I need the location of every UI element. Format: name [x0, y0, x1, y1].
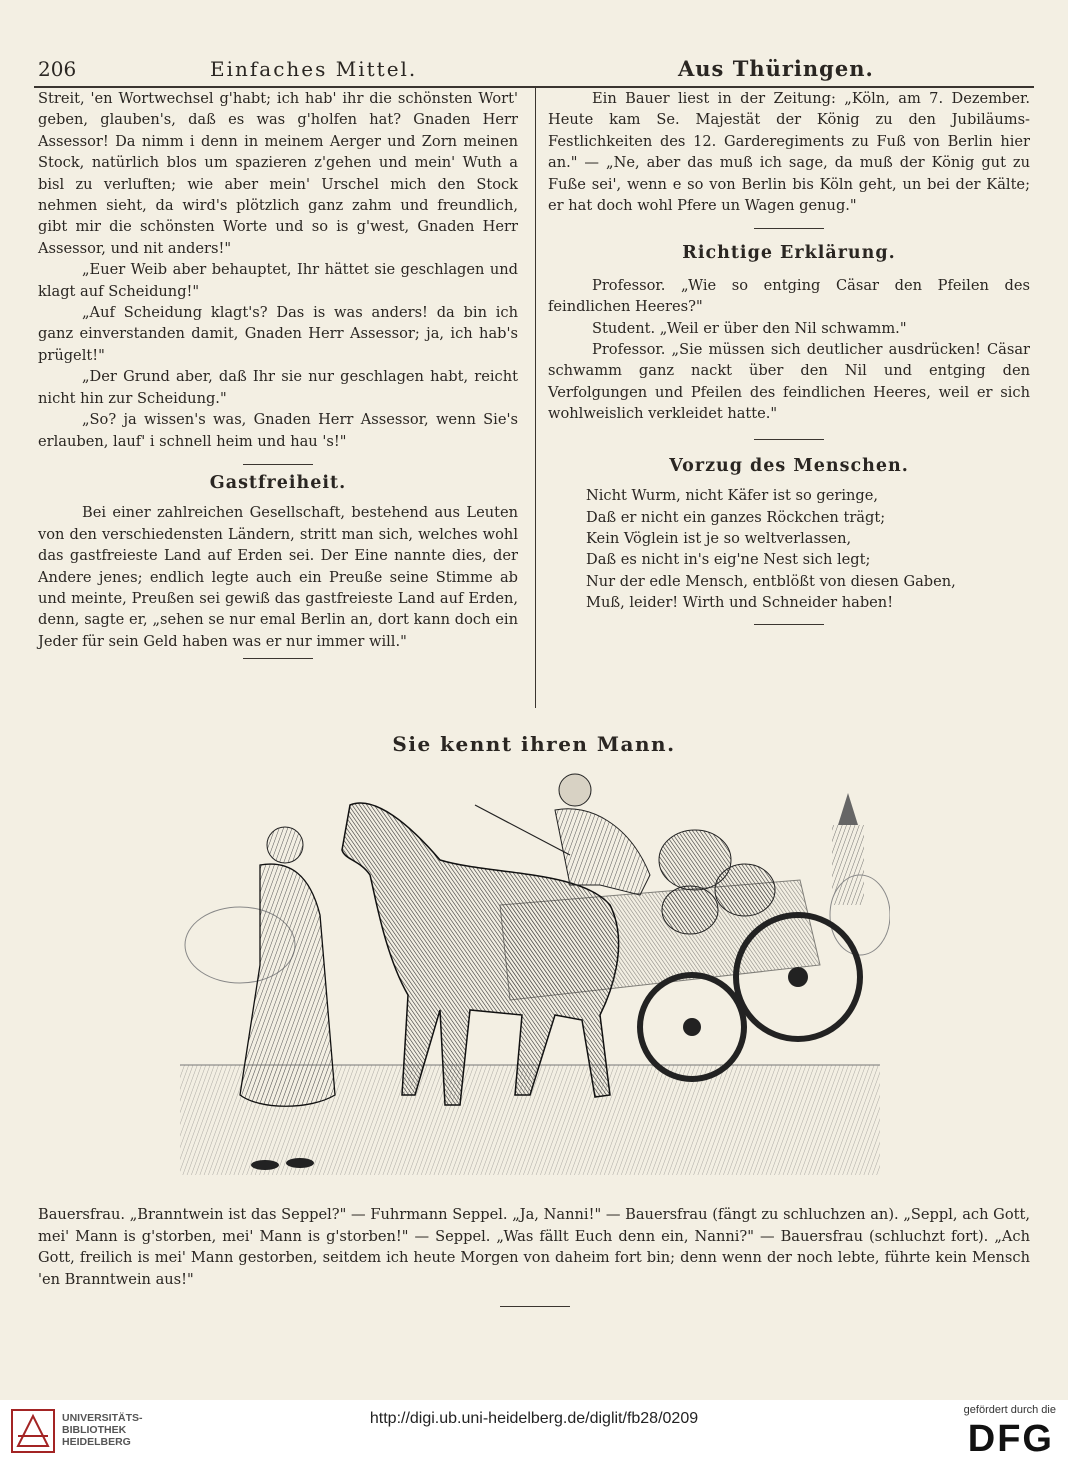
paragraph: Streit, 'en Wortwechsel g'habt; ich hab' ihr die schönsten Wort' geben, glauben's, daß es was g'holfen hat? Gnaden Herr Assessor! Da nimm i denn in meinem Aerger und Zorn meinen Stock, natürlich blos um spazieren z'gehen und mein' Wuth a bisl zu verluften; wie aber mein' Urschel mich den Stock nehmen sieht, da wird's plötzlich ganz zahm und freundlich, gibt mir die schönsten Worte und so is g'west, Gnaden Herr Assessor, und nit anders!" — [38, 90, 518, 257]
section-separator — [243, 464, 313, 465]
poem — [548, 485, 1030, 613]
figure-title: Sie kennt ihren Mann. — [392, 732, 676, 756]
funded-by-label: gefördert durch die — [963, 1404, 1056, 1416]
paragraph: „Auf Scheidung klagt's? Das is was anders! da bin ich ganz einverstanden damit, Gnaden Herr Assessor; ja, ich hab's prügelt!" — [38, 304, 518, 364]
poem-line: Daß es nicht in's eig'ne Nest sich legt; — [586, 551, 871, 569]
section-separator — [754, 624, 824, 625]
section-separator — [243, 658, 313, 659]
section-title-vorzug: Vorzug des Menschen. — [669, 455, 909, 476]
dialogue-line: Professor. „Sie müssen sich deutlicher ausdrücken! Cäsar schwamm ganz nackt über den Nil und entging den Verfolgungen und Pfeilen des feindlichen Heeres, weil er sich wohlweislich verkleidet hatte." — [548, 341, 1030, 423]
paragraph: „Der Grund aber, daß Ihr sie nur geschlagen habt, reicht nicht hin zur Scheidung." — [38, 368, 518, 407]
background-church — [832, 793, 864, 905]
dfg-logo: DFG — [967, 1418, 1054, 1460]
permalink-url[interactable]: http://digi.ub.uni-heidelberg.de/diglit/fb28/0209 — [369, 1410, 699, 1427]
poem-line: Muß, leider! Wirth und Schneider haben! — [586, 594, 894, 612]
left-running-title: Einfaches Mittel. — [210, 57, 418, 81]
right-column — [548, 88, 1030, 625]
paragraph: Bei einer zahlreichen Gesellschaft, bestehend aus Leuten von den verschiedensten Ländern, stritt man sich, welches wohl das gastfreieste Land auf Erden sei. Der Eine nannte dies, der Andere jenes; endlich legte auch ein Preuße seine Stimme ab und meinte, Preußen sei gewiß das gastfreieste Land auf Erden, denn, sagte er, „sehen se nur emal Berlin an, dort kann doch ein Jeder für sein Geld haben was er nur immer will." — [38, 504, 518, 650]
poem-line: Nicht Wurm, nicht Käfer ist so geringe, — [586, 487, 879, 505]
right-section-title: Aus Thüringen. — [678, 56, 874, 81]
column-divider — [535, 88, 536, 708]
paragraph: Ein Bauer liest in der Zeitung: „Köln, am 7. Dezember. Heute kam Se. Majestät der König zu den Jubiläums-Festlichkeiten des 12. Garderegiments zu Fuß von Berlin hier an." — „Ne, aber das muß ich sage, da muß der König gut zu Fuße sei', wenn e so von Berlin bis Köln geht, un bei der Kälte; er hat doch wohl Pfere un Wagen genug." — [548, 90, 1030, 215]
section-separator — [754, 228, 824, 229]
poem-line: Kein Vöglein ist je so weltverlassen, — [586, 529, 852, 547]
paragraph: „So? ja wissen's was, Gnaden Herr Assessor, wenn Sie's erlauben, lauf' i schnell heim und hau 's!" — [38, 411, 518, 450]
section-title-gastfreiheit: Gastfreiheit. — [209, 472, 347, 493]
poem-line: Nur der edle Mensch, entblößt von diesen Gaben, — [586, 572, 956, 590]
page-number: 206 — [38, 57, 77, 81]
engraving-illustration — [170, 765, 890, 1197]
poem-line: Daß er nicht ein ganzes Röckchen trägt; — [586, 508, 886, 526]
left-column — [38, 88, 518, 659]
institution-line: HEIDELBERG — [62, 1436, 131, 1448]
figure-caption — [38, 1204, 1030, 1290]
section-title-erklaerung: Richtige Erklärung. — [682, 243, 896, 264]
paragraph: „Euer Weib aber behauptet, Ihr hättet sie geschlagen und klagt auf Scheidung!" — [38, 261, 518, 300]
dialogue-line: Student. „Weil er über den Nil schwamm." — [592, 319, 907, 337]
institution-line: UNIVERSITÄTS- — [62, 1412, 143, 1424]
caption-text: Bauersfrau. „Branntwein ist das Seppel?" — Fuhrmann Seppel. „Ja, Nanni!" — Bauersfrau (fängt zu schluchzen an). „Seppl, ach Gott, mei' Mann is g'storben, mei' Mann is g'storben!" — Seppel. „Was fällt Euch denn ein, Nanni?" — Bauersfrau (schluchzt fort). „Ach Gott, freilich is mei' Mann gestorben, seitdem ich heute Morgen von daheim fort bin; denn wenn der noch lebte, führte kein Mensch 'en Branntwein aus!" — [38, 1206, 1030, 1288]
institution-line: BIBLIOTHEK — [62, 1424, 127, 1436]
footer-bar — [0, 1400, 1068, 1466]
caption-rule — [500, 1306, 570, 1307]
section-separator — [754, 439, 824, 440]
dialogue-line: Professor. „Wie so entging Cäsar den Pfeilen des feindlichen Heeres?" — [548, 276, 1030, 316]
